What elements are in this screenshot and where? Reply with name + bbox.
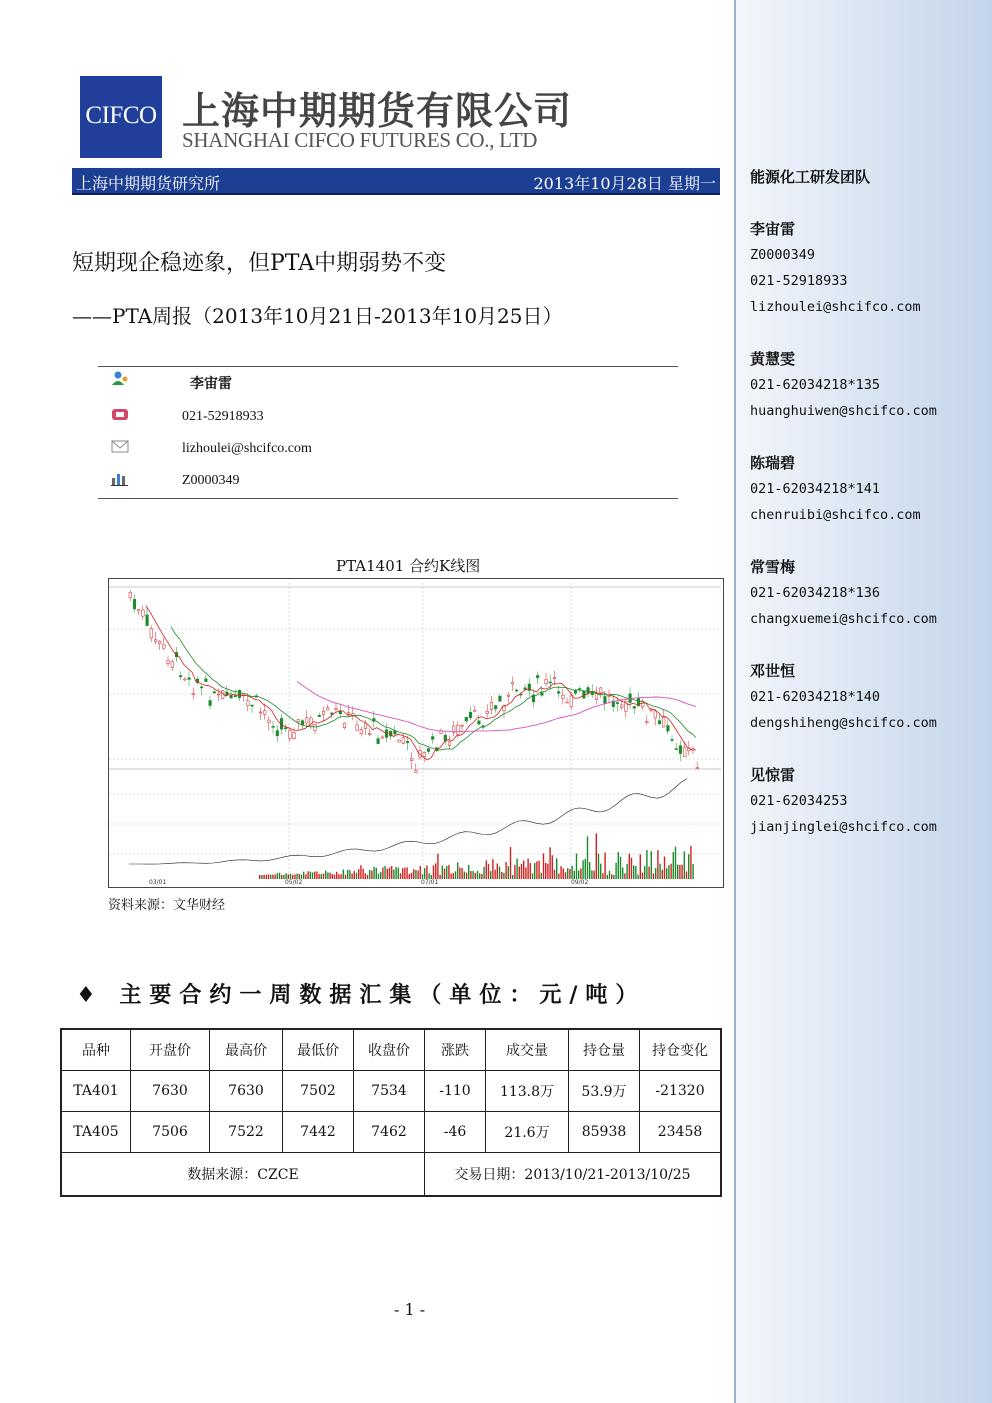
author-email[interactable]: lizhoulei@shcifco.com — [182, 441, 312, 456]
member-phone: 021-62034253 — [750, 793, 848, 809]
header-cell: 最高价 — [210, 1029, 283, 1071]
header-cell: 持仓变化 — [640, 1029, 722, 1071]
company-logo — [80, 76, 162, 158]
member-license: Z0000349 — [750, 247, 816, 263]
member-name: 常雪梅 — [750, 558, 796, 576]
x-tick-labels — [149, 879, 588, 886]
sidebar-member — [750, 762, 937, 840]
table-cell: TA405 — [61, 1112, 131, 1153]
member-email[interactable]: lizhoulei@shcifco.com — [750, 299, 921, 315]
table-cell: 7630 — [131, 1071, 210, 1112]
header-cell: 持仓量 — [569, 1029, 640, 1071]
chart-caption: PTA1401 合约K线图 — [336, 557, 481, 575]
sidebar-member — [750, 554, 937, 632]
contract-data-table — [60, 1028, 722, 1197]
table-footer-source: 数据来源：CZCE — [61, 1153, 425, 1197]
open-interest-line — [129, 779, 687, 864]
author-license: Z0000349 — [182, 473, 240, 488]
table-cell: 7534 — [354, 1071, 425, 1112]
table-footer-dates: 交易日期：2013/10/21-2013/10/25 — [425, 1153, 722, 1197]
chart-source: 资料来源：文华财经 — [108, 898, 226, 913]
table-cell: 7502 — [283, 1071, 354, 1112]
member-name: 见惊雷 — [750, 766, 796, 784]
kline-chart-image — [108, 578, 724, 888]
sidebar-team-title: 能源化工研发团队 — [750, 168, 871, 186]
member-email[interactable]: jianjinglei@shcifco.com — [750, 819, 937, 835]
table-cell: 7630 — [210, 1071, 283, 1112]
report-subtitle: ——PTA周报（2013年10月21日-2013年10月25日） — [72, 304, 563, 328]
phone-icon — [110, 406, 130, 422]
sidebar-member — [750, 450, 921, 528]
author-name: 李宙雷 — [190, 376, 232, 392]
divider — [98, 498, 678, 499]
member-phone: 021-62034218*141 — [750, 481, 881, 497]
report-title: 短期现企稳迹象，但PTA中期弱势不变 — [72, 251, 447, 276]
divider — [98, 366, 678, 367]
header-cell: 最低价 — [283, 1029, 354, 1071]
table-row — [61, 1071, 721, 1112]
member-name: 陈瑞碧 — [750, 454, 796, 472]
table-cell: 21.6万 — [486, 1112, 569, 1153]
company-name-cn: 上海中期期货有限公司 — [182, 89, 573, 133]
member-phone: 021-62034218*135 — [750, 377, 881, 393]
header-band — [72, 168, 720, 195]
header-cell: 涨跌 — [425, 1029, 486, 1071]
sidebar-member — [750, 346, 937, 424]
table-cell: 7506 — [131, 1112, 210, 1153]
table-cell: -46 — [425, 1112, 486, 1153]
member-phone: 021-62034218*140 — [750, 689, 881, 705]
logo-mark: CIFCO — [85, 102, 157, 129]
member-email[interactable]: huanghuiwen@shcifco.com — [750, 403, 937, 419]
x-tick-label: 03/01 — [149, 879, 167, 886]
x-tick-label: 07/01 — [421, 879, 439, 886]
table-cell: 85938 — [569, 1112, 640, 1153]
table-cell: 7522 — [210, 1112, 283, 1153]
section-title: ♦ 主要合约一周数据汇集（单位：元/吨） — [76, 982, 646, 1008]
sidebar-member — [750, 216, 921, 320]
person-icon — [110, 370, 130, 386]
member-name: 黄慧雯 — [750, 350, 796, 368]
sidebar-member — [750, 658, 937, 736]
header-cell: 收盘价 — [354, 1029, 425, 1071]
table-cell: 7462 — [354, 1112, 425, 1153]
header-cell: 品种 — [61, 1029, 131, 1071]
sidebar — [734, 0, 992, 1403]
header-cell: 开盘价 — [131, 1029, 210, 1071]
candles — [129, 590, 699, 773]
institute-name: 上海中期期货研究所 — [76, 174, 221, 193]
x-tick-label: 05/02 — [285, 879, 303, 886]
author-phone: 021-52918933 — [182, 409, 264, 424]
table-cell: TA401 — [61, 1071, 131, 1112]
table-cell: 23458 — [640, 1112, 722, 1153]
report-date: 2013年10月28日 星期一 — [533, 174, 716, 193]
table-header-row — [61, 1029, 721, 1071]
header-cell: 成交量 — [486, 1029, 569, 1071]
table-cell: -110 — [425, 1071, 486, 1112]
table-cell: 53.9万 — [569, 1071, 640, 1112]
table-cell: 7442 — [283, 1112, 354, 1153]
table-cell: -21320 — [640, 1071, 722, 1112]
table-footer-row — [61, 1153, 721, 1197]
chart-grid — [109, 583, 721, 879]
page-number: - 1 - — [394, 1300, 426, 1319]
member-email[interactable]: chenruibi@shcifco.com — [750, 507, 921, 523]
ma-line-mid — [171, 627, 696, 750]
member-email[interactable]: changxuemei@shcifco.com — [750, 611, 937, 627]
kline-chart-svg — [109, 579, 723, 887]
member-phone: 021-52918933 — [750, 273, 848, 289]
email-icon — [110, 438, 130, 454]
bar-chart-icon — [110, 470, 130, 486]
table-cell: 113.8万 — [486, 1071, 569, 1112]
x-tick-label: 09/02 — [571, 879, 589, 886]
member-email[interactable]: dengshiheng@shcifco.com — [750, 715, 937, 731]
company-name-en: SHANGHAI CIFCO FUTURES CO., LTD — [182, 128, 538, 152]
member-phone: 021-62034218*136 — [750, 585, 881, 601]
table-row — [61, 1112, 721, 1153]
member-name: 李宙雷 — [750, 220, 796, 238]
member-name: 邓世恒 — [750, 662, 796, 680]
